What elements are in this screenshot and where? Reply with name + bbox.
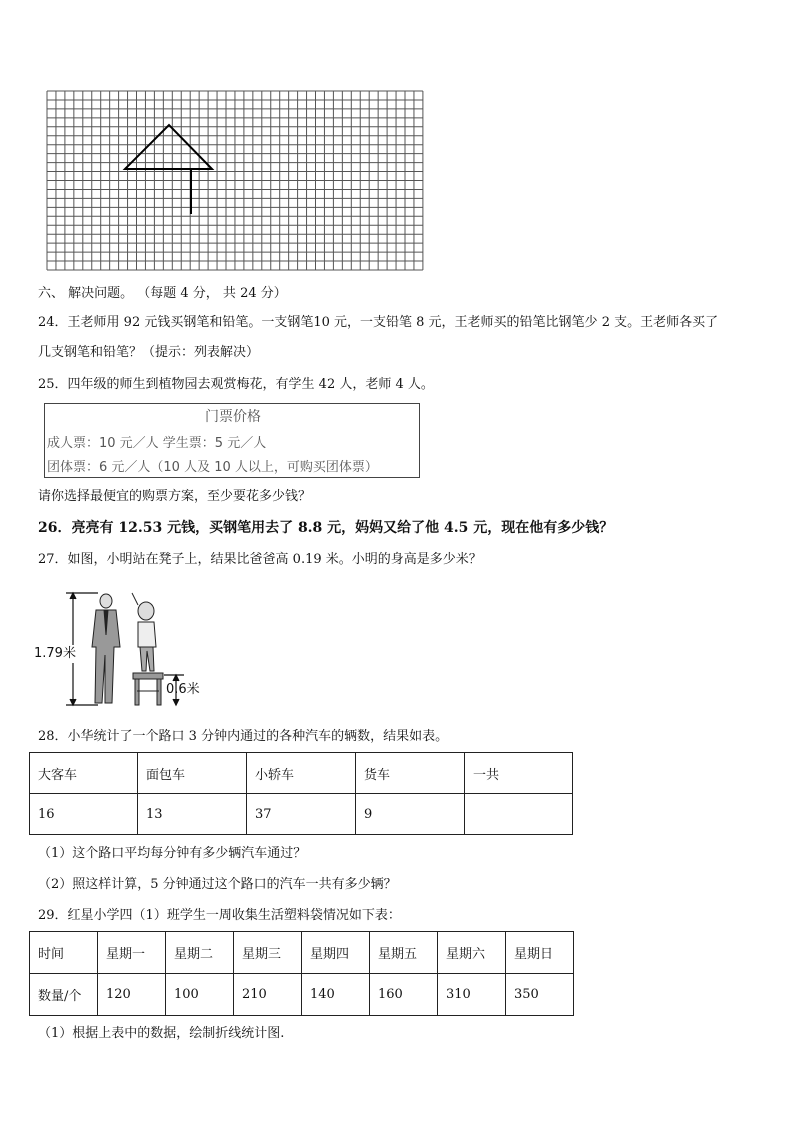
table-header: 星期三 [234, 932, 302, 974]
table-cell: 9 [356, 794, 465, 835]
table-cell: 13 [138, 794, 247, 835]
table-cell: 100 [166, 974, 234, 1016]
q25-question: 请你选择最便宜的购票方案，至少要花多少钱？ [38, 489, 312, 504]
ticket-line-1: 成人票：10 元／人 学生票：5 元／人 [47, 436, 267, 451]
table-cell: 160 [370, 974, 438, 1016]
ticket-title: 门票价格 [205, 409, 261, 425]
table-header: 面包车 [138, 753, 247, 794]
table-cell [465, 794, 573, 835]
table-row [30, 932, 574, 974]
table-cell: 350 [506, 974, 574, 1016]
q25-text: 25．四年级的师生到植物园去观赏梅花，有学生 42 人，老师 4 人。 [38, 377, 434, 392]
table-row [30, 753, 573, 794]
table-header: 星期四 [302, 932, 370, 974]
q29-sub1: （1）根据上表中的数据，绘制折线统计图. [38, 1026, 285, 1041]
table-cell: 数量/个 [30, 974, 98, 1016]
table-cell: 210 [234, 974, 302, 1016]
stool [133, 673, 163, 705]
ticket-price-box [44, 403, 420, 478]
table-row [30, 794, 573, 835]
table-header: 大客车 [30, 753, 138, 794]
table-header: 星期五 [370, 932, 438, 974]
q28-sub2: （2）照这样计算，5 分钟通过这个路口的汽车一共有多少辆？ [38, 877, 397, 892]
boy-figure [132, 593, 156, 671]
q28-sub1: （1）这个路口平均每分钟有多少辆汽车通过？ [38, 846, 307, 861]
table-header: 星期日 [506, 932, 574, 974]
table-header: 货车 [356, 753, 465, 794]
table-cell: 140 [302, 974, 370, 1016]
q24-line1: 24．王老师用 92 元钱买钢笔和铅笔。一支钢笔10 元，一支铅笔 8 元，王老师买的铅笔比钢笔少 2 支。王老师各买了 [38, 315, 719, 330]
ticket-line-2: 团体票：6 元／人（10 人及 10 人以上，可购买团体票） [47, 460, 378, 475]
table-header: 时间 [30, 932, 98, 974]
stool-height-label: 0.6米 [166, 682, 200, 697]
q26-text: 26．亮亮有 12.53 元钱，买钢笔用去了 8.8 元，妈妈又给了他 4.5 元，现在他有多少钱？ [38, 520, 614, 536]
q27-text: 27．如图，小明站在凳子上，结果比爸爸高 0.19 米。小明的身高是多少米？ [38, 552, 482, 567]
table-header: 星期一 [98, 932, 166, 974]
table-header: 一共 [465, 753, 573, 794]
table-cell: 120 [98, 974, 166, 1016]
q29-text: 29．红星小学四（1）班学生一周收集生活塑料袋情况如下表： [38, 908, 401, 923]
car-count-table [29, 752, 573, 835]
table-header: 星期二 [166, 932, 234, 974]
table-cell: 16 [30, 794, 138, 835]
q28-text: 28．小华统计了一个路口 3 分钟内通过的各种汽车的辆数，结果如表。 [38, 729, 449, 744]
section-heading: 六、 解决问题。 （每题 4 分， 共 24 分） [38, 286, 287, 301]
plastic-bag-table [29, 931, 574, 1016]
dad-height-label: 1.79米 [34, 646, 76, 661]
q24-line2: 几支钢笔和铅笔？（提示：列表解决） [38, 345, 260, 360]
grid-figure [46, 90, 429, 271]
table-header: 小轿车 [247, 753, 356, 794]
table-cell: 37 [247, 794, 356, 835]
table-row [30, 974, 574, 1016]
table-header: 星期六 [438, 932, 506, 974]
father-figure [92, 594, 120, 703]
table-cell: 310 [438, 974, 506, 1016]
